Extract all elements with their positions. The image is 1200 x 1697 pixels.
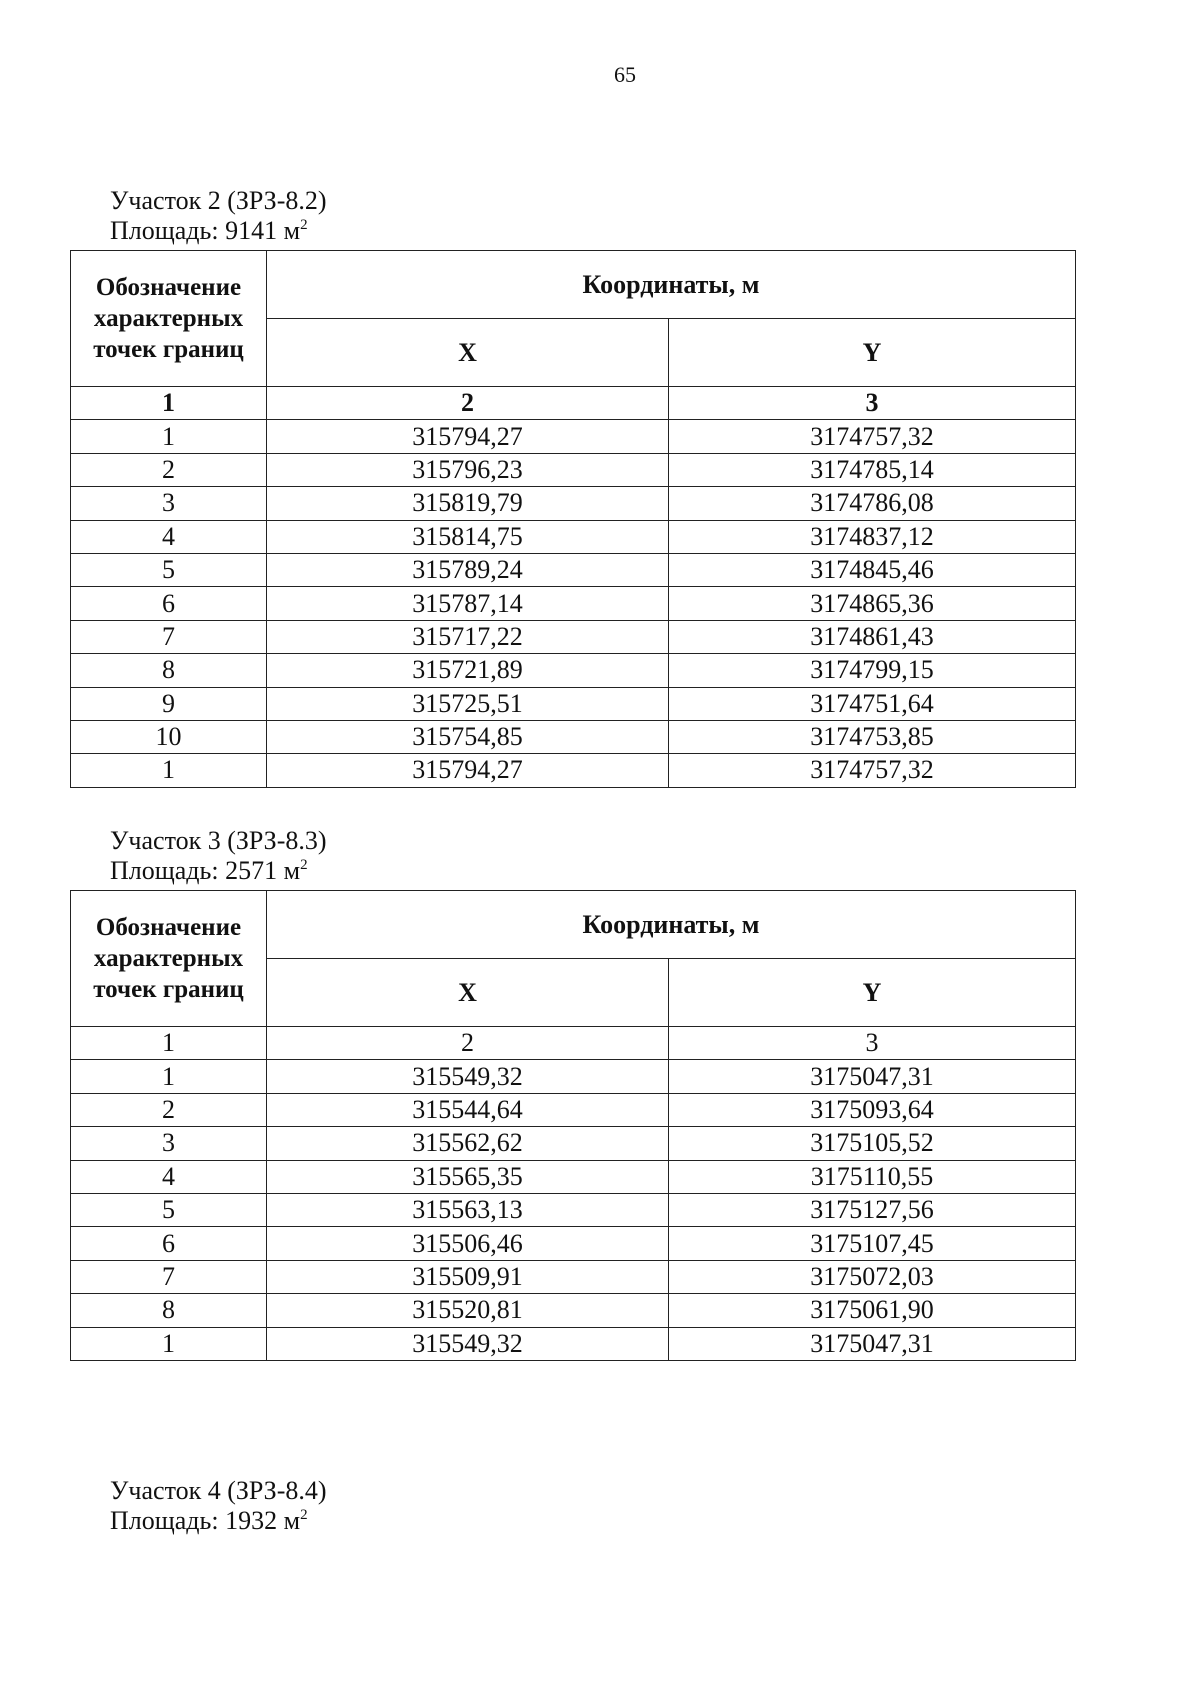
header-x: X (267, 319, 669, 387)
y-coordinate-cell: 3175072,03 (669, 1260, 1076, 1293)
y-coordinate-cell: 3175107,45 (669, 1227, 1076, 1260)
y-coordinate-cell: 3175047,31 (669, 1327, 1076, 1360)
header-y: Y (669, 319, 1076, 387)
column-number-row (71, 387, 1076, 420)
header-coordinates: Координаты, м (267, 891, 1076, 959)
table-row (71, 553, 1076, 586)
point-number-cell: 1 (71, 1060, 267, 1093)
table-row (71, 1060, 1076, 1093)
point-number-cell: 1 (71, 754, 267, 787)
area-label: Площадь: 9141 м (110, 216, 301, 245)
table-row (71, 420, 1076, 453)
table-row (71, 1193, 1076, 1226)
point-number-cell: 8 (71, 654, 267, 687)
y-coordinate-cell: 3174786,08 (669, 487, 1076, 520)
point-number-cell: 5 (71, 553, 267, 586)
point-number-cell: 1 (71, 420, 267, 453)
table-row (71, 1227, 1076, 1260)
y-coordinate-cell: 3174799,15 (669, 654, 1076, 687)
table-row (71, 487, 1076, 520)
table-row (71, 587, 1076, 620)
y-coordinate-cell: 3175047,31 (669, 1060, 1076, 1093)
column-number: 1 (71, 1027, 267, 1060)
x-coordinate-cell: 315544,64 (267, 1093, 669, 1126)
x-coordinate-cell: 315754,85 (267, 720, 669, 753)
area-superscript: 2 (300, 1507, 308, 1523)
x-coordinate-cell: 315819,79 (267, 487, 669, 520)
section-plot-4 (70, 1476, 1075, 1536)
x-coordinate-cell: 315549,32 (267, 1327, 669, 1360)
point-number-cell: 6 (71, 1227, 267, 1260)
table-row (71, 654, 1076, 687)
point-number-cell: 1 (71, 1327, 267, 1360)
column-number: 3 (669, 387, 1076, 420)
x-coordinate-cell: 315789,24 (267, 553, 669, 586)
table-row (71, 687, 1076, 720)
y-coordinate-cell: 3174785,14 (669, 453, 1076, 486)
y-coordinate-cell: 3174757,32 (669, 754, 1076, 787)
x-coordinate-cell: 315796,23 (267, 453, 669, 486)
header-designation: Обозначение характерных точек границ (71, 251, 267, 387)
point-number-cell: 9 (71, 687, 267, 720)
section-title (110, 1476, 1075, 1506)
point-number-cell: 4 (71, 520, 267, 553)
point-number-cell: 4 (71, 1160, 267, 1193)
coordinates-table (70, 890, 1076, 1361)
y-coordinate-cell: 3175110,55 (669, 1160, 1076, 1193)
column-number-row (71, 1027, 1076, 1060)
header-coordinates: Координаты, м (267, 251, 1076, 319)
x-coordinate-cell: 315520,81 (267, 1294, 669, 1327)
section-area (110, 1506, 1075, 1536)
table-row (71, 1260, 1076, 1293)
y-coordinate-cell: 3174845,46 (669, 553, 1076, 586)
table-row (71, 754, 1076, 787)
column-number: 2 (267, 387, 669, 420)
table-row (71, 453, 1076, 486)
header-y: Y (669, 959, 1076, 1027)
table-row (71, 520, 1076, 553)
table-row (71, 1294, 1076, 1327)
column-number: 3 (669, 1027, 1076, 1060)
point-number-cell: 2 (71, 1093, 267, 1126)
section-title (110, 186, 1075, 216)
section-area (110, 216, 1075, 246)
y-coordinate-cell: 3174865,36 (669, 587, 1076, 620)
y-coordinate-cell: 3174757,32 (669, 420, 1076, 453)
y-coordinate-cell: 3174753,85 (669, 720, 1076, 753)
x-coordinate-cell: 315721,89 (267, 654, 669, 687)
table-row (71, 1093, 1076, 1126)
y-coordinate-cell: 3175127,56 (669, 1193, 1076, 1226)
coordinates-table (70, 250, 1076, 788)
x-coordinate-cell: 315509,91 (267, 1260, 669, 1293)
x-coordinate-cell: 315725,51 (267, 687, 669, 720)
table-row (71, 620, 1076, 653)
section-plot-2 (70, 186, 1075, 788)
point-number-cell: 3 (71, 487, 267, 520)
table-row (71, 1160, 1076, 1193)
x-coordinate-cell: 315565,35 (267, 1160, 669, 1193)
y-coordinate-cell: 3174861,43 (669, 620, 1076, 653)
x-coordinate-cell: 315794,27 (267, 420, 669, 453)
y-coordinate-cell: 3175093,64 (669, 1093, 1076, 1126)
x-coordinate-cell: 315787,14 (267, 587, 669, 620)
area-superscript: 2 (300, 217, 308, 233)
table-row (71, 1127, 1076, 1160)
area-label: Площадь: 2571 м (110, 856, 301, 885)
x-coordinate-cell: 315717,22 (267, 620, 669, 653)
page-number: 65 (614, 62, 636, 87)
x-coordinate-cell: 315506,46 (267, 1227, 669, 1260)
y-coordinate-cell: 3174751,64 (669, 687, 1076, 720)
point-number-cell: 5 (71, 1193, 267, 1226)
column-number: 2 (267, 1027, 669, 1060)
x-coordinate-cell: 315814,75 (267, 520, 669, 553)
section-title-text: Участок 3 (ЗРЗ-8.3) (110, 826, 327, 855)
table-row (71, 720, 1076, 753)
section-title-text: Участок 4 (ЗРЗ-8.4) (110, 1476, 327, 1505)
x-coordinate-cell: 315794,27 (267, 754, 669, 787)
section-area (110, 856, 1075, 886)
y-coordinate-cell: 3175105,52 (669, 1127, 1076, 1160)
y-coordinate-cell: 3174837,12 (669, 520, 1076, 553)
section-title (110, 826, 1075, 856)
point-number-cell: 2 (71, 453, 267, 486)
point-number-cell: 8 (71, 1294, 267, 1327)
x-coordinate-cell: 315563,13 (267, 1193, 669, 1226)
area-label: Площадь: 1932 м (110, 1506, 301, 1535)
table-row (71, 1327, 1076, 1360)
x-coordinate-cell: 315549,32 (267, 1060, 669, 1093)
header-x: X (267, 959, 669, 1027)
point-number-cell: 3 (71, 1127, 267, 1160)
point-number-cell: 7 (71, 620, 267, 653)
column-number: 1 (71, 387, 267, 420)
y-coordinate-cell: 3175061,90 (669, 1294, 1076, 1327)
section-title-text: Участок 2 (ЗРЗ-8.2) (110, 186, 327, 215)
x-coordinate-cell: 315562,62 (267, 1127, 669, 1160)
area-superscript: 2 (300, 857, 308, 873)
point-number-cell: 7 (71, 1260, 267, 1293)
section-plot-3 (70, 826, 1075, 1361)
header-designation: Обозначение характерных точек границ (71, 891, 267, 1027)
point-number-cell: 6 (71, 587, 267, 620)
point-number-cell: 10 (71, 720, 267, 753)
